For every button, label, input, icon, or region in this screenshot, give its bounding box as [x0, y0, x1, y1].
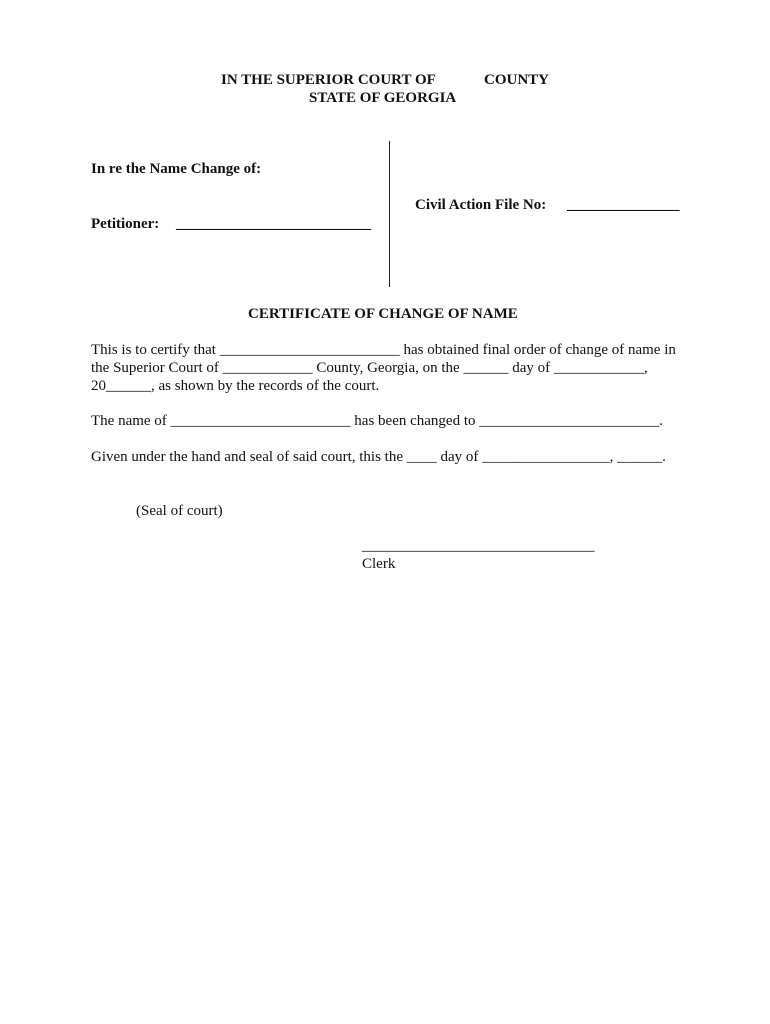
given-line: Given under the hand and seal of said court, this the ____ day of _________________, ______. — [91, 449, 666, 465]
civil-action-blank[interactable]: _______________ — [567, 197, 680, 213]
court-heading: IN THE SUPERIOR COURT OF — [221, 72, 436, 88]
certify-line-2: the Superior Court of ____________ County, Georgia, on the ______ day of ____________, — [91, 360, 648, 376]
name-change-line: The name of ________________________ has been changed to ________________________. — [91, 413, 663, 429]
signature-line[interactable]: _______________________________ — [362, 538, 595, 554]
petitioner-blank[interactable]: __________________________ — [176, 216, 371, 232]
state-heading: STATE OF GEORGIA — [309, 90, 457, 106]
seal-label: (Seal of court) — [136, 503, 223, 519]
certify-line-1: This is to certify that ________________________ has obtained final order of change of name in — [91, 342, 676, 358]
certify-line-3: 20______, as shown by the records of the court. — [91, 378, 380, 394]
in-re-label: In re the Name Change of: — [91, 161, 262, 177]
clerk-label: Clerk — [362, 556, 396, 572]
petitioner-label: Petitioner: — [91, 216, 160, 232]
county-heading: COUNTY — [484, 72, 550, 88]
document-title: CERTIFICATE OF CHANGE OF NAME — [248, 306, 518, 322]
caption-divider — [389, 141, 390, 287]
civil-action-label: Civil Action File No: — [415, 197, 547, 213]
